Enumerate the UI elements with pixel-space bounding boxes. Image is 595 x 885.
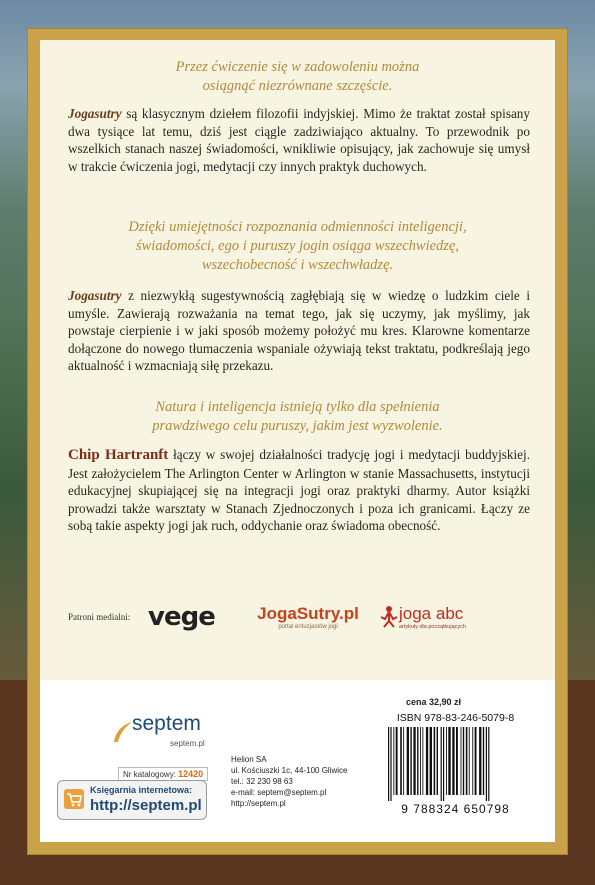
- barcode-bar: [441, 727, 442, 801]
- media-patrons: [68, 595, 538, 639]
- publisher-email: e-mail: septem@septem.pl: [231, 788, 327, 797]
- barcode-bar: [434, 727, 436, 795]
- price-label: cena 32,90 zł: [406, 697, 462, 707]
- barcode-bar: [448, 727, 450, 795]
- septem-logo: [112, 712, 212, 752]
- barcode-bar: [452, 727, 454, 795]
- joga-abc-logo-tagline: artykuły dla początkujących: [399, 624, 466, 630]
- barcode-bar: [413, 727, 415, 795]
- paragraph-1: [68, 105, 530, 175]
- barcode-bar: [393, 727, 394, 795]
- quote-1-line-1: Przez ćwiczenie się w zadowoleniu można: [175, 59, 420, 75]
- barcode-bar: [426, 727, 428, 795]
- quote-1-line-2: osiągnąć niezrównane szczęście.: [202, 78, 393, 94]
- publisher-info: [231, 754, 348, 809]
- jogasutry-logo: [243, 604, 373, 630]
- paragraph-2: [68, 287, 530, 375]
- quote-3: [60, 398, 535, 436]
- author-name: Chip Hartranft: [68, 447, 169, 463]
- barcode-bar: [410, 727, 411, 795]
- online-bookstore-url[interactable]: http://septem.pl: [90, 797, 202, 814]
- barcode-bar: [486, 727, 487, 801]
- quote-2-line-2: świadomości, ego i puruszy jogin osiąga wszechwiedzę,: [135, 238, 460, 254]
- barcode-bar: [420, 727, 421, 795]
- barcode-bar: [475, 727, 477, 795]
- barcode-bar: [390, 727, 391, 801]
- patrons-label: Patroni medialni:: [68, 612, 131, 622]
- barcode-bar: [472, 727, 473, 795]
- paragraph-2-title: Jogasutry: [68, 288, 122, 303]
- barcode-bar: [488, 727, 489, 801]
- barcode-bar: [466, 727, 468, 795]
- joga-abc-logo: [373, 604, 519, 630]
- publisher-name: Helion SA: [231, 755, 267, 764]
- author-bio: łączy w swojej działalności tradycję jogi i medytacji buddyjskiej. Jest założycielem The Arlington Center w Arlington w stanie Massachusetts, instytucji edukacyjnej skupiającej się na integracji jogi oraz praktyki dharmy. Autor książki prowadzi także warsztaty w Stanach Zjednoczonych i poza ich granicami. Łączy ze sobą takie aspekty jogi jak ruch, oddychanie oraz świadoma obecność.: [68, 447, 530, 533]
- online-bookstore-badge[interactable]: [57, 780, 207, 820]
- barcode-bar: [479, 727, 481, 795]
- barcode-number: 9 788324 650798: [401, 802, 510, 816]
- barcode-bar: [407, 727, 409, 795]
- barcode-bar: [400, 727, 402, 795]
- barcode-bars: [386, 727, 526, 801]
- online-bookstore-label: Księgarnia internetowa:: [90, 785, 193, 795]
- publisher-phone: tel.: 32 230 98 63: [231, 777, 293, 786]
- catalog-label: Nr katalogowy:: [123, 770, 179, 779]
- septem-logo-url: septem.pl: [170, 739, 205, 748]
- catalog-number: [118, 767, 208, 781]
- quote-1: [60, 58, 535, 96]
- author-paragraph: [68, 446, 530, 535]
- shopping-cart-icon: [63, 788, 85, 810]
- barcode-bar: [483, 727, 484, 795]
- barcode-bar: [443, 727, 444, 801]
- barcode-bar: [469, 727, 470, 795]
- barcode-bar: [456, 727, 458, 795]
- quote-2: [60, 218, 535, 275]
- quote-3-line-1: Natura i inteligencja istnieją tylko dla spełnienia: [155, 399, 440, 415]
- yoga-figure-icon: [379, 605, 399, 629]
- publisher-address: ul. Kościuszki 1c, 44-100 Gliwice: [231, 766, 348, 775]
- barcode-bar: [461, 727, 462, 795]
- barcode-bar: [446, 727, 447, 795]
- isbn-text: ISBN 978-83-246-5079-8: [396, 712, 515, 724]
- barcode-bar: [437, 727, 438, 795]
- barcode-bar: [422, 727, 423, 795]
- vege-logo: vege: [148, 602, 215, 632]
- barcode-bar: [396, 727, 398, 795]
- paragraph-1-text: są klasycznym dziełem filozofii indyjskiej. Mimo że traktat został spisany dwa tysiące lat temu, dziś jest ciągle zadziwiająco aktualny. To przewodnik po wszelkich stanach naszej świadomości, wnikliwie opisujący, jak zachowuje się umysł w trakcie ćwiczenia jogi, medytacji czy innych praktyk duchowych.: [68, 106, 530, 174]
- barcode-bar: [403, 727, 404, 795]
- barcode-bar: [430, 727, 432, 795]
- isbn-barcode: [378, 712, 533, 822]
- joga-abc-logo-text: joga abc: [399, 604, 464, 623]
- barcode-bar: [417, 727, 418, 795]
- quote-3-line-2: prawdziwego celu puruszy, jakim jest wyzwolenie.: [152, 418, 443, 434]
- septem-swoosh-icon: [112, 720, 134, 744]
- publisher-website: http://septem.pl: [231, 799, 286, 808]
- quote-2-line-1: Dzięki umiejętności rozpoznania odmienności inteligencji,: [128, 219, 467, 235]
- catalog-value: 12420: [178, 769, 204, 779]
- paragraph-2-text: z niezwykłą sugestywnością zagłębiają się w wiedzę o ludzkim ciele i umyśle. Zawierają rozważania na temat tego, jak się uczymy, jak myślimy, jak powstaje cierpienie i w jaki sposób możemy położyć mu kres. Klarowne komentarze dołączone do nowego tłumaczenia wspaniale ożywiają tekst traktatu, podkreślają jego aktualność i wzmacniają siłę przekazu.: [68, 288, 530, 373]
- barcode-bar: [463, 727, 464, 795]
- jogasutry-logo-tagline: portal entuzjastów jogi: [278, 624, 338, 630]
- barcode-bar: [388, 727, 389, 801]
- septem-logo-word: septem: [132, 712, 201, 735]
- jogasutry-logo-text: JogaSutry.pl: [257, 604, 359, 623]
- quote-2-line-3: wszechobecność i wszechwładzę.: [201, 257, 394, 273]
- paragraph-1-title: Jogasutry: [68, 106, 122, 121]
